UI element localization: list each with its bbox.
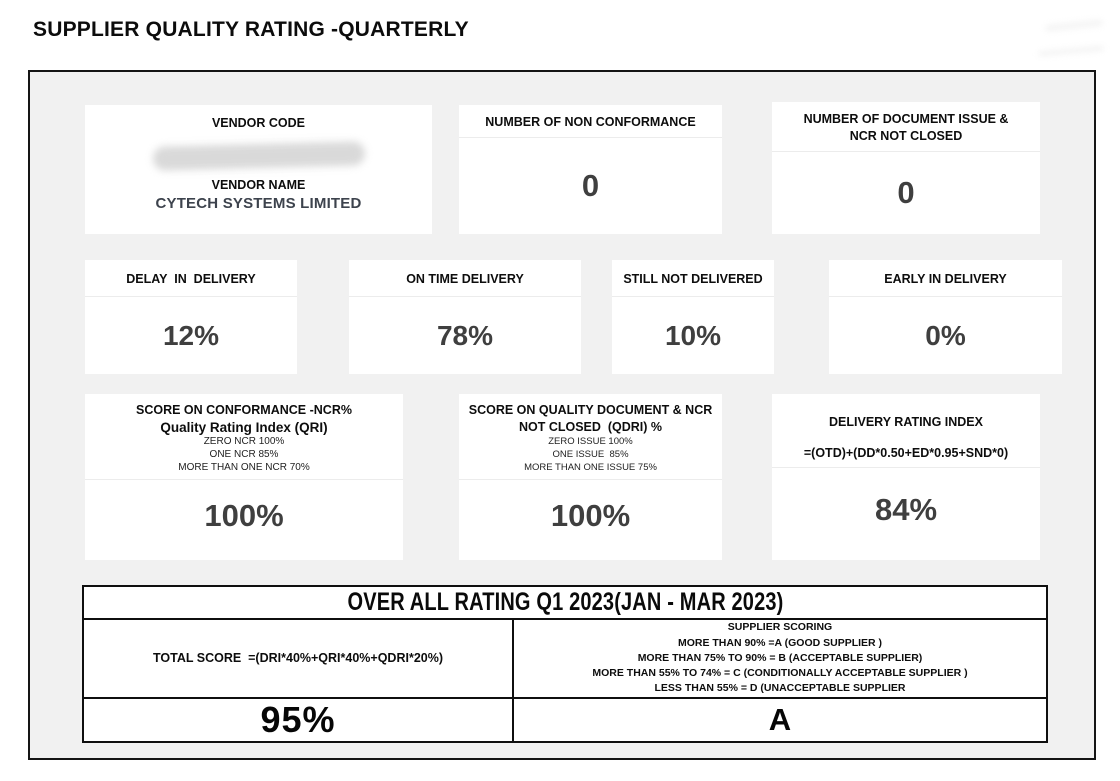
document-issue-label-line2: NCR NOT CLOSED [849,129,963,143]
still-not-delivered-value: 10% [664,319,722,351]
delay-in-delivery-value: 12% [162,319,220,351]
dri-value: 84% [874,492,938,527]
overall-rating-title: OVER ALL RATING Q1 2023(JAN - MAR 2023) [347,587,783,616]
document-issue-label-line1: NUMBER OF DOCUMENT ISSUE & [803,112,1009,126]
vendor-card [85,105,432,234]
qri-score-card [85,394,403,560]
dri-title-line1: DELIVERY RATING INDEX [829,415,983,429]
overall-rating-header [84,587,1046,620]
supplier-scoring-rule: MORE THAN 90% =A (GOOD SUPPLIER ) [677,636,883,649]
faint-smudge-mark [1045,19,1103,32]
total-score-label: TOTAL SCORE =(DRI*40%+QRI*40%+QDRI*20%) [152,651,444,666]
page-title: SUPPLIER QUALITY RATING -QUARTERLY [33,18,469,41]
qri-value: 100% [204,498,284,534]
qdri-title-line2: NOT CLOSED (QDRI) % [518,420,663,434]
report-panel [28,70,1096,760]
document-issue-card [772,102,1040,234]
dri-score-card [772,394,1040,560]
qri-rule: ONE NCR 85% [209,448,279,460]
delay-in-delivery-card [85,260,297,374]
total-score-value: 95% [260,699,336,740]
on-time-delivery-value: 78% [436,319,494,351]
dri-title-line2: =(OTD)+(DD*0.50+ED*0.95+SND*0) [803,446,1009,460]
qdri-score-card [459,394,722,560]
supplier-grade-value: A [768,702,792,737]
supplier-scoring-title: SUPPLIER SCORING [727,621,833,634]
qri-rule: ZERO NCR 100% [203,436,285,447]
qri-rule: MORE THAN ONE NCR 70% [178,461,310,473]
qdri-title-line1: SCORE ON QUALITY DOCUMENT & NCR [468,403,713,417]
qdri-rule: ZERO ISSUE 100% [548,436,633,447]
early-in-delivery-label: EARLY IN DELIVERY [829,260,1062,297]
supplier-scoring-cell [514,620,1046,697]
still-not-delivered-label: STILL NOT DELIVERED [612,260,774,297]
early-in-delivery-card [829,260,1062,374]
grade-cell [514,699,1046,741]
supplier-scoring-rule: MORE THAN 75% TO 90% = B (ACCEPTABLE SUPPLIER) [637,651,923,664]
delay-in-delivery-label: DELAY IN DELIVERY [85,260,297,297]
early-in-delivery-value: 0% [925,319,966,351]
non-conformance-card [459,105,722,234]
on-time-delivery-card [349,260,581,374]
qdri-rule: MORE THAN ONE ISSUE 75% [524,461,657,473]
faint-smudge-mark [1038,45,1104,57]
still-not-delivered-card [612,260,774,374]
on-time-delivery-label: ON TIME DELIVERY [349,260,581,297]
supplier-scoring-rule: MORE THAN 55% TO 74% = C (CONDITIONALLY ACCEPTABLE SUPPLIER ) [592,666,968,679]
qdri-value: 100% [550,498,631,534]
supplier-scoring-rule: LESS THAN 55% = D (UNACCEPTABLE SUPPLIER [654,682,906,695]
redacted-vendor-code [152,141,365,171]
vendor-name-value: CYTECH SYSTEMS LIMITED [155,195,362,212]
total-score-value-cell [84,699,514,741]
overall-rating-table [82,585,1048,743]
non-conformance-label: NUMBER OF NON CONFORMANCE [459,105,722,138]
vendor-code-label: VENDOR CODE [211,116,306,130]
qri-title-line2: Quality Rating Index (QRI) [160,420,328,435]
total-score-formula-cell [84,620,514,697]
qri-title-line1: SCORE ON CONFORMANCE -NCR% [136,403,352,417]
qdri-rule: ONE ISSUE 85% [552,448,629,460]
document-issue-value: 0 [897,175,915,210]
vendor-name-label: VENDOR NAME [211,178,306,192]
non-conformance-value: 0 [581,168,600,203]
